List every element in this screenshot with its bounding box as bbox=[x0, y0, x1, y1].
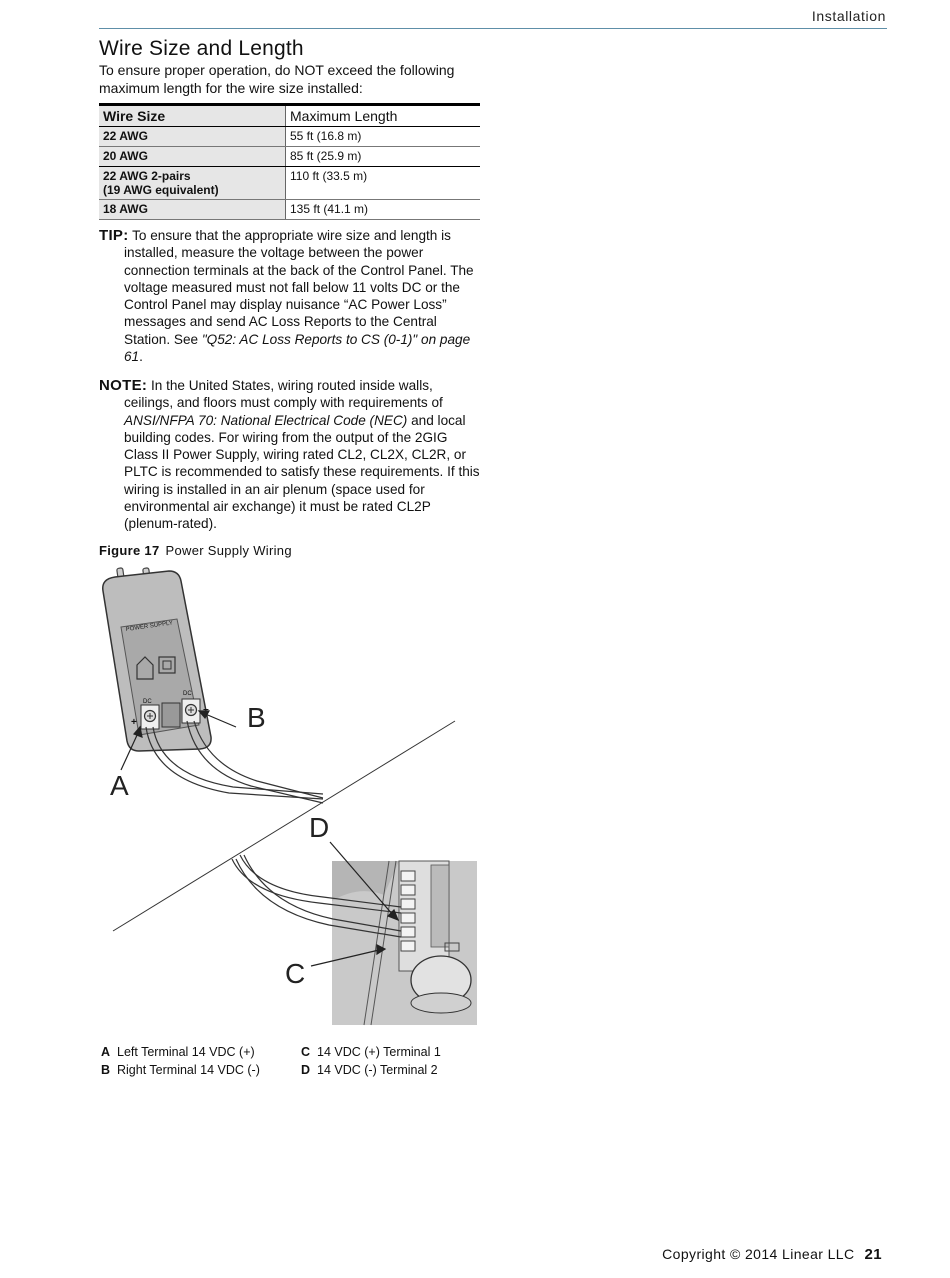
note-text-1: In the United States, wiring routed inside walls, ceilings, and floors must comply with requirements of bbox=[124, 378, 443, 411]
table-row bbox=[99, 147, 480, 167]
legend-text: Right Terminal 14 VDC (-) bbox=[117, 1062, 260, 1077]
legend-item bbox=[301, 1062, 441, 1080]
dc-label-right: DC bbox=[183, 691, 192, 697]
legend-text: 14 VDC (+) Terminal 1 bbox=[317, 1045, 441, 1059]
legend-item bbox=[101, 1044, 260, 1062]
legend-text: Left Terminal 14 VDC (+) bbox=[117, 1045, 255, 1059]
tip-text: To ensure that the appropriate wire size and length is installed, measure the voltage between the power connection terminals at the back of the Control Panel. The voltage measured must not fall below 11 volts DC or the Control Panel may display nuisance “AC Power Loss” messages and send AC Loss Reports to the Central Station. See bbox=[124, 228, 474, 347]
running-header-section: Installation bbox=[811, 8, 886, 24]
device-label: POWER SUPPLY bbox=[125, 620, 174, 633]
figure-caption bbox=[99, 543, 292, 558]
column-header-max-length: Maximum Length bbox=[286, 105, 481, 127]
wire-size-cell: 18 AWG bbox=[99, 200, 286, 220]
page-footer bbox=[662, 1246, 882, 1263]
legend-key: D bbox=[301, 1062, 311, 1077]
tip-lead: TIP: bbox=[99, 227, 129, 244]
copyright-text: Copyright © 2014 Linear LLC bbox=[662, 1246, 855, 1262]
page-number: 21 bbox=[864, 1246, 882, 1263]
max-length-cell: 55 ft (16.8 m) bbox=[286, 127, 481, 147]
max-length-cell: 110 ft (33.5 m) bbox=[286, 167, 481, 200]
max-length-cell: 135 ft (41.1 m) bbox=[286, 200, 481, 220]
tip-end: . bbox=[139, 349, 143, 365]
table-row bbox=[99, 127, 480, 147]
legend-column-right bbox=[301, 1044, 441, 1079]
tip-cross-reference: "Q52: AC Loss Reports to CS (0-1)" on page 61 bbox=[124, 331, 471, 365]
legend-key: A bbox=[101, 1045, 111, 1059]
callout-a: A bbox=[110, 770, 129, 801]
intro-paragraph: To ensure proper operation, do NOT exceed the following maximum length for the wire size installed: bbox=[99, 62, 455, 96]
legend-text: 14 VDC (-) Terminal 2 bbox=[317, 1062, 438, 1077]
note-paragraph bbox=[99, 377, 483, 533]
control-panel-terminal-photo bbox=[332, 861, 477, 1025]
figure-title: Power Supply Wiring bbox=[165, 543, 292, 558]
table-row bbox=[99, 167, 480, 200]
wire-size-table bbox=[99, 103, 480, 220]
note-code-reference: ANSI/NFPA 70: National Electrical Code (NEC) bbox=[124, 412, 408, 428]
note-lead: NOTE: bbox=[99, 377, 148, 394]
legend-item bbox=[301, 1044, 441, 1062]
legend-column-left bbox=[101, 1044, 260, 1079]
table-header-row bbox=[99, 105, 480, 127]
note-text-2: and local building codes. For wiring from the output of the 2GIG Class II Power Supply, wiring rated CL2, CL2X, CL2R, or PLTC is recommended to satisfy these requirements. If this wiring is installed in an air plenum (space used for environmental air exchange) it must be rated CL2P (plenum-rated). bbox=[124, 412, 480, 532]
dc-label-left: DC bbox=[143, 699, 152, 705]
tip-paragraph bbox=[99, 227, 483, 365]
callout-d: D bbox=[309, 812, 330, 843]
legend-item bbox=[101, 1062, 260, 1080]
table-row bbox=[99, 200, 480, 220]
power-supply-wiring-illustration bbox=[99, 565, 481, 1030]
page-title: Wire Size and Length bbox=[99, 37, 304, 60]
max-length-cell: 85 ft (25.9 m) bbox=[286, 147, 481, 167]
legend-key: B bbox=[101, 1062, 111, 1077]
header-rule bbox=[99, 28, 887, 29]
wire-size-cell: 22 AWG bbox=[99, 127, 286, 147]
callout-c: C bbox=[285, 958, 306, 989]
column-header-wire-size: Wire Size bbox=[99, 105, 286, 127]
polarity-plus: + bbox=[131, 717, 137, 728]
wire-size-cell: 20 AWG bbox=[99, 147, 286, 167]
figure-number: Figure 17 bbox=[99, 543, 160, 558]
wire-size-cell: 22 AWG 2-pairs (19 AWG equivalent) bbox=[99, 167, 286, 200]
callout-b: B bbox=[247, 702, 266, 733]
legend-key: C bbox=[301, 1045, 311, 1059]
